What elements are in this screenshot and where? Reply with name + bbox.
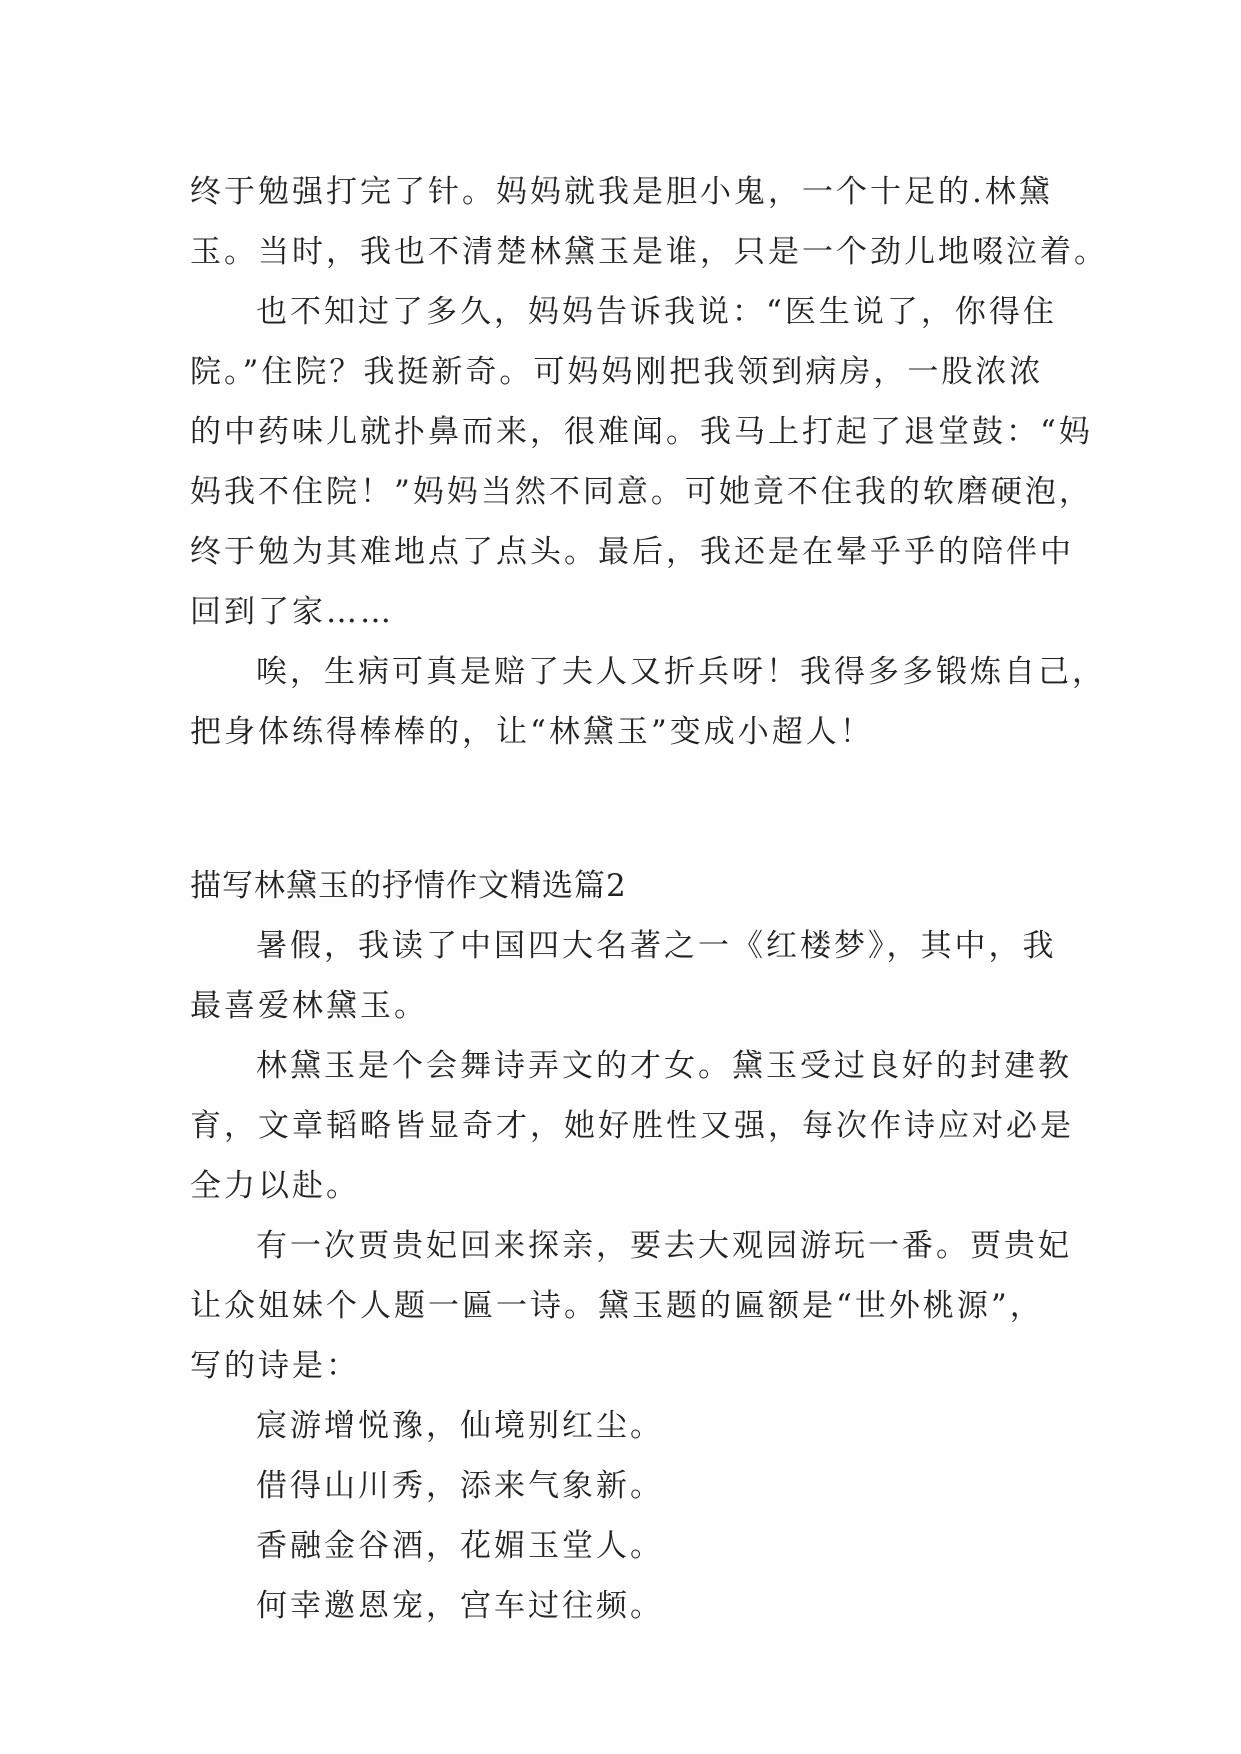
paragraph-line: 终于勉强打完了针。妈妈就我是胆小鬼，一个十足的.林黛 (190, 174, 1053, 210)
document-body (190, 162, 1108, 1636)
section-title: 描写林黛玉的抒情作文精选篇2 (190, 868, 627, 904)
paragraph-line: 的中药味儿就扑鼻而来，很难闻。我马上打起了退堂鼓：“妈 (190, 414, 1093, 450)
paragraph-line: 最喜爱林黛玉。 (190, 988, 428, 1024)
paragraph-line: 终于勉为其难地点了点头。最后，我还是在晕乎乎的陪伴中 (190, 534, 1074, 570)
paragraph-line: 写的诗是： (190, 1348, 360, 1384)
poem-line: 何幸邀恩宠，宫车过往频。 (256, 1588, 664, 1624)
paragraph-line: 有一次贾贵妃回来探亲，要去大观园游玩一番。贾贵妃 (256, 1228, 1072, 1264)
paragraph-line: 院。”住院？我挺新奇。可妈妈刚把我领到病房，一股浓浓 (190, 354, 1044, 390)
paragraph-line: 唉，生病可真是赔了夫人又折兵呀！我得多多锻炼自己， (256, 654, 1106, 690)
paragraph-line: 玉。当时，我也不清楚林黛玉是谁，只是一个劲儿地啜泣着。 (190, 234, 1108, 270)
poem-line: 香融金谷酒，花媚玉堂人。 (256, 1528, 664, 1564)
paragraph-line: 把身体练得棒棒的，让“林黛玉”变成小超人！ (190, 714, 874, 750)
paragraph-line: 林黛玉是个会舞诗弄文的才女。黛玉受过良好的封建教 (256, 1048, 1072, 1084)
paragraph-line: 育，文章韬略皆显奇才，她好胜性又强，每次作诗应对必是 (190, 1108, 1074, 1144)
poem-line: 借得山川秀，添来气象新。 (256, 1468, 664, 1504)
paragraph-line: 妈我不住院！”妈妈当然不同意。可她竟不住我的软磨硬泡， (190, 474, 1093, 510)
paragraph-line: 也不知过了多久，妈妈告诉我说：“医生说了，你得住 (256, 294, 1057, 330)
section-gap (190, 762, 1070, 856)
paragraph-line: 回到了家…… (190, 594, 394, 630)
paragraph-line: 全力以赴。 (190, 1168, 360, 1204)
paragraph-line: 让众姐妹个人题一匾一诗。黛玉题的匾额是“世外桃源”， (190, 1288, 1044, 1324)
poem-line: 宸游增悦豫，仙境别红尘。 (256, 1408, 664, 1444)
paragraph-line: 暑假，我读了中国四大名著之一《红楼梦》，其中，我 (256, 928, 1057, 964)
